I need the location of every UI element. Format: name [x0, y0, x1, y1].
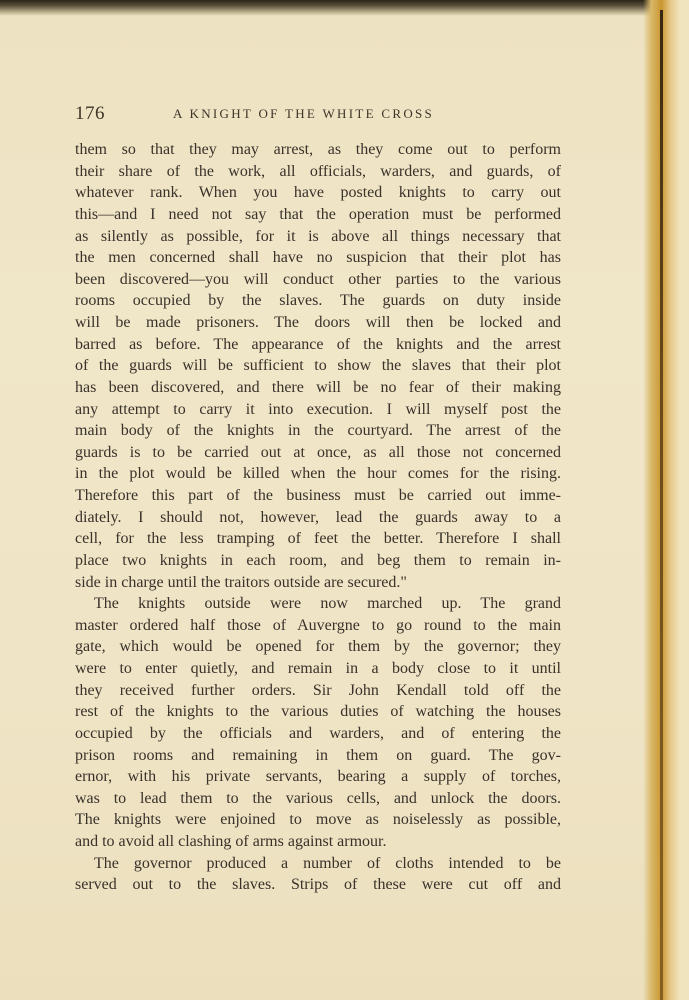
text-line: will be made prisoners. The doors will then be locked and: [75, 314, 561, 331]
text-line: ernor, with his private servants, bearing a supply of torches,: [75, 768, 561, 786]
text-line: was to lead them to the various cells, and unlock the doors.: [75, 789, 561, 807]
text-line: has been discovered, and there will be no fear of their making: [75, 378, 561, 396]
text-line: rooms occupied by the slaves. The guards on duty inside: [75, 292, 561, 310]
text-line: this—and I need not say that the operation must be performed: [75, 205, 561, 223]
page-header: [75, 103, 561, 125]
text-line: guards is to be carried out at once, as all those not concerned: [75, 443, 561, 461]
text-line: any attempt to carry it into execution. I will myself post the: [75, 400, 561, 418]
text-line: cell, for the less tramping of feet the better. Therefore I shall: [75, 530, 561, 548]
text-line: master ordered half those of Auvergne to go round to the main: [75, 616, 561, 634]
text-line: in the plot would be killed when the hour comes for the rising.: [75, 465, 561, 483]
text-line: whatever rank. When you have posted knights to carry out: [75, 184, 561, 202]
text-line: been discovered—you will conduct other parties to the various: [75, 270, 561, 288]
text-line: of the guards will be sufficient to show the slaves that their plot: [75, 357, 561, 375]
text-line: they received further orders. Sir John Kendall told off the: [75, 681, 561, 699]
text-line: were to enter quietly, and remain in a body close to it until: [75, 660, 561, 677]
text-line: main body of the knights in the courtyard. The arrest of the: [75, 422, 561, 440]
gutter-edge: [660, 10, 663, 1000]
text-line: side in charge until the traitors outside are secured.": [75, 573, 407, 591]
text-line: occupied by the officials and warders, and of entering the: [75, 724, 561, 742]
text-line: place two knights in each room, and beg them to remain in-: [75, 551, 561, 569]
text-line: them so that they may arrest, as they come out to perform: [75, 141, 561, 158]
text-line: prison rooms and remaining in them on guard. The gov-: [75, 746, 561, 764]
text-line: rest of the knights to the various duties of watching the houses: [75, 703, 561, 721]
top-edge-shadow: [0, 0, 689, 16]
text-line: Therefore this part of the business must be carried out imme-: [75, 487, 561, 504]
text-line: as silently as possible, for it is above all things necessary that: [75, 227, 561, 245]
running-head: A KNIGHT OF THE WHITE CROSS: [173, 106, 435, 121]
text-line: and to avoid all clashing of arms against armour.: [75, 833, 387, 850]
text-line: the men concerned shall have no suspicion that their plot has: [75, 249, 561, 267]
text-line: gate, which would be opened for them by the governor; they: [75, 638, 561, 656]
text-line: barred as before. The appearance of the knights and the arrest: [75, 335, 561, 353]
book-gutter: [643, 0, 689, 1000]
text-line: The governor produced a number of cloths intended to be: [94, 854, 561, 872]
text-line: served out to the slaves. Strips of these were cut off and: [75, 876, 561, 894]
text-line: The knights were enjoined to move as noiselessly as possible,: [75, 811, 561, 829]
text-line: their share of the work, all officials, warders, and guards, of: [75, 162, 561, 180]
text-line: The knights outside were now marched up. The grand: [94, 595, 561, 613]
text-line: diately. I should not, however, lead the guards away to a: [75, 508, 561, 526]
page-number: 176: [75, 103, 105, 124]
body-text: [75, 139, 561, 896]
